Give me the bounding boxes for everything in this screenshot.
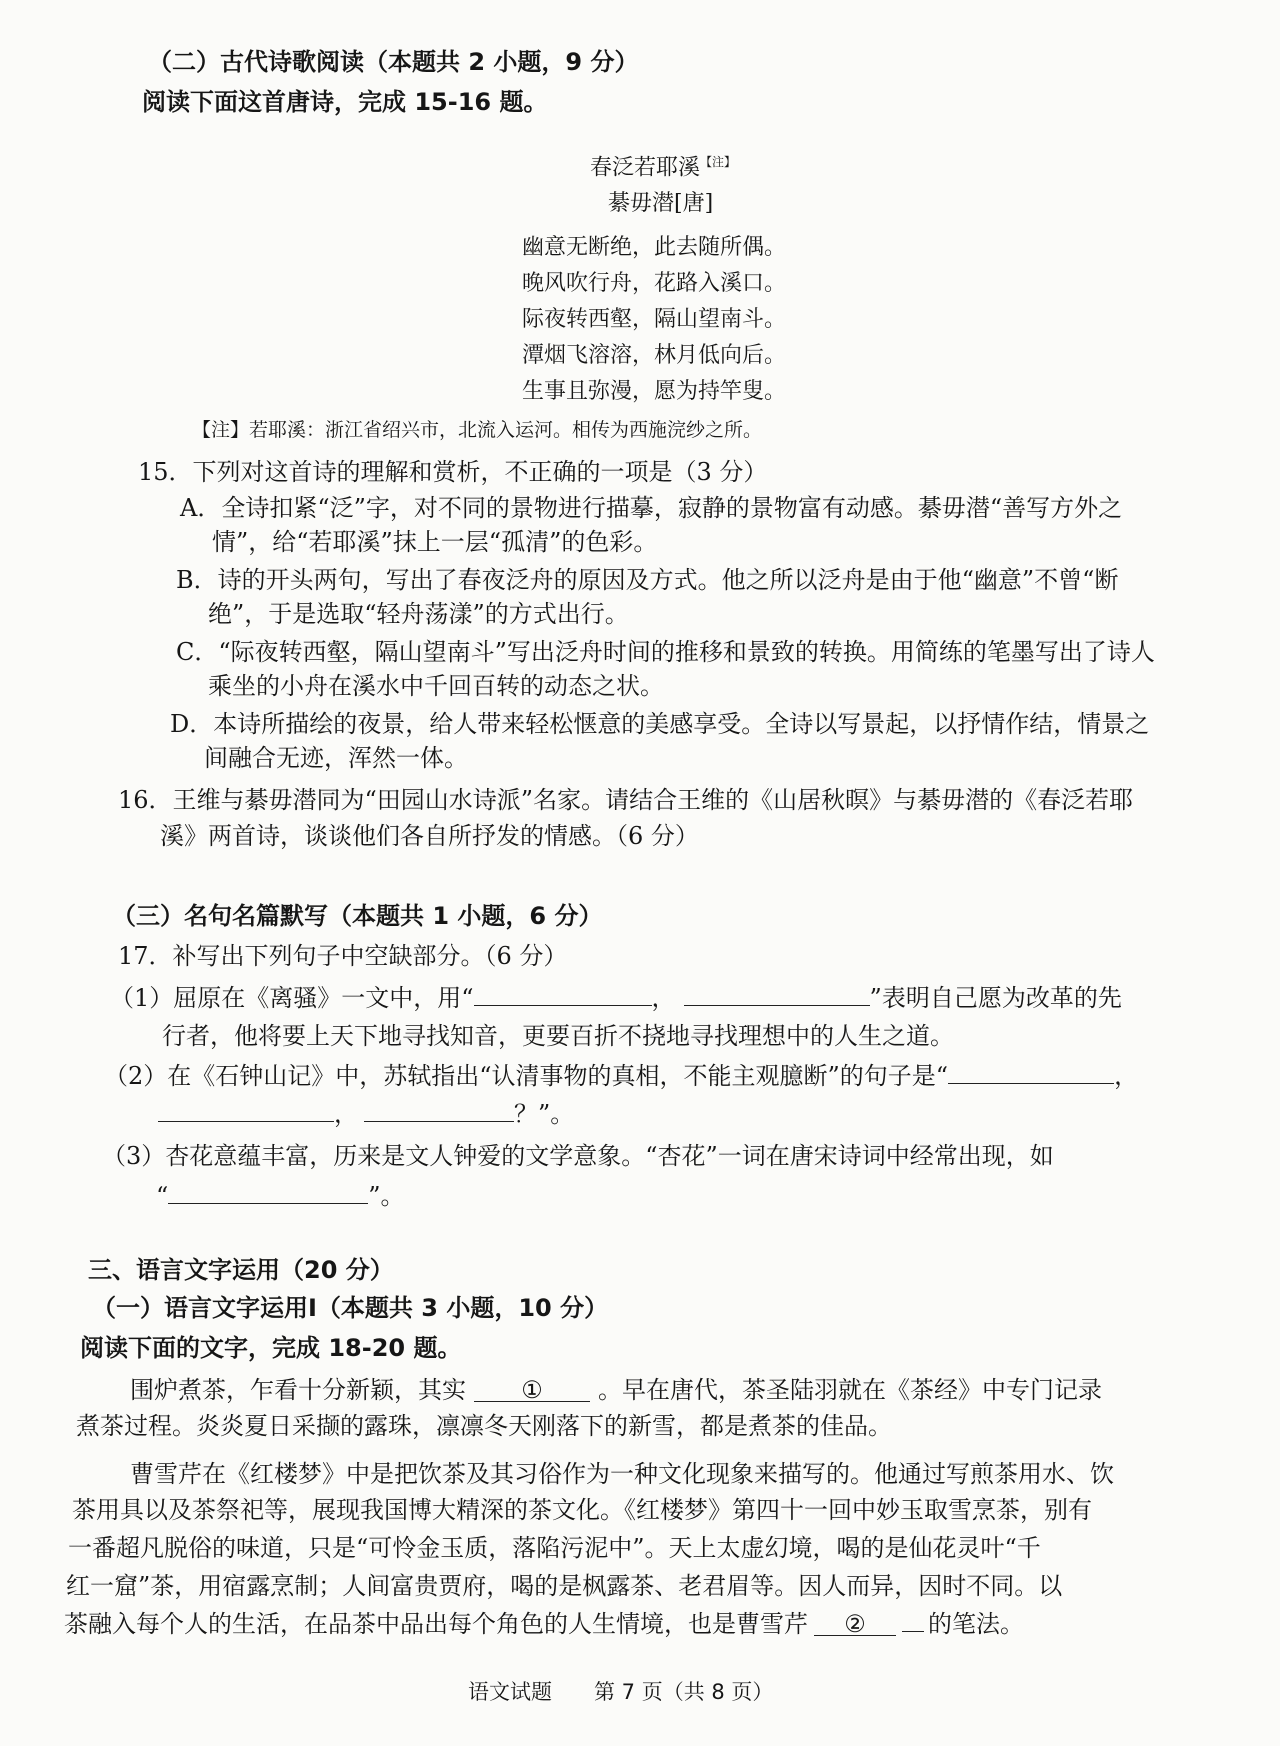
item-3-open-quote: “ (156, 1182, 169, 1210)
item-2-comma-2: ， (334, 1100, 358, 1128)
poem-line: 际夜转西壑，隔山望南斗。 (522, 307, 787, 332)
recitation-item-1-cont: 行者，他将要上天下地寻找知音，更要百折不挠地寻找理想中的人生之道。 (162, 1022, 954, 1050)
option-c: C．“际夜转西壑，隔山望南斗”写出泛舟时间的推移和景致的转换。用简练的笔墨写出了诗人 (176, 638, 1155, 666)
answer-blank[interactable] (158, 1099, 334, 1122)
question-16-cont: 溪》两首诗，谈谈他们各自所抒发的情感。（6 分） (160, 822, 699, 850)
recitation-item-1 (110, 982, 1122, 1014)
recitation-item-2 (104, 1060, 1138, 1092)
poem-author: 綦毋潜[唐] (608, 191, 714, 216)
item-1-comma: ， (651, 984, 676, 1012)
answer-blank[interactable] (684, 983, 870, 1006)
option-b-cont: 绝”，于是选取“轻舟荡漾”的方式出行。 (208, 600, 629, 628)
poetry-instruction: 阅读下面这首唐诗，完成 15-16 题。 (142, 88, 548, 116)
passage-line: 茶用具以及茶祭祀等，展现我国博大精深的茶文化。《红楼梦》第四十一回中妙玉取雪烹茶，别有 (72, 1496, 1092, 1524)
poem-line: 潭烟飞溶溶，林月低向后。 (522, 343, 787, 368)
passage-text: 的笔法。 (928, 1610, 1024, 1638)
passage-text: 茶融入每个人的生活，在品茶中品出每个角色的人生情境，也是曹雪芹 (64, 1610, 808, 1638)
poem-note-mark: 【注】 (700, 155, 737, 169)
passage-text: 。早在唐代，茶圣陆羽就在《茶经》中专门记录 (598, 1376, 1102, 1404)
item-2-end: ？”。 (514, 1100, 575, 1128)
recitation-item-2-cont (158, 1098, 574, 1130)
option-a-cont: 情”，给“若耶溪”抹上一层“孤清”的色彩。 (212, 528, 658, 556)
poem-title-text: 春泛若耶溪 (590, 155, 701, 181)
section-heading-poetry: （二）古代诗歌阅读（本题共 2 小题，9 分） (148, 48, 639, 76)
answer-blank[interactable] (948, 1061, 1114, 1084)
passage-line: 曹雪芹在《红楼梦》中是把饮茶及其习俗作为一种文化现象来描写的。他通过写煎茶用水、饮 (130, 1460, 1114, 1488)
option-a: A．全诗扣紧“泛”字，对不同的景物进行描摹，寂静的景物富有动感。綦毋潜“善写方外之 (180, 494, 1123, 522)
question-16: 16．王维与綦毋潜同为“田园山水诗派”名家。请结合王维的《山居秋暝》与綦毋潜的《春泛若耶 (118, 786, 1134, 814)
question-17: 17．补写出下列句子中空缺部分。（6 分） (118, 942, 568, 970)
item-1-text: （1）屈原在《离骚》一文中，用“ (110, 984, 474, 1012)
part-3-subheading: （一）语言文字运用Ⅰ（本题共 3 小题，10 分） (92, 1294, 609, 1322)
passage-line (130, 1374, 1102, 1406)
option-c-cont: 乘坐的小舟在溪水中千回百转的动态之状。 (208, 672, 664, 700)
answer-blank[interactable] (168, 1181, 368, 1204)
poem-note: 【注】若耶溪：浙江省绍兴市，北流入运河。相传为西施浣纱之所。 (192, 419, 763, 441)
poem-line: 晚风吹行舟，花路入溪口。 (522, 271, 787, 296)
answer-blank-1[interactable]: ① (474, 1379, 590, 1402)
answer-blank[interactable] (364, 1099, 514, 1122)
answer-blank[interactable] (474, 983, 652, 1006)
option-d: D．本诗所描绘的夜景，给人带来轻松惬意的美感享受。全诗以写景起，以抒情作结，情景之 (170, 710, 1150, 738)
poem-line: 幽意无断绝，此去随所偶。 (522, 235, 787, 260)
part-3-instruction: 阅读下面的文字，完成 18-20 题。 (80, 1334, 462, 1362)
recitation-item-3-cont (156, 1180, 405, 1212)
item-2-text: （2）在《石钟山记》中，苏轼指出“认清事物的真相，不能主观臆断”的句子是“ (104, 1062, 949, 1090)
poem-line: 生事且弥漫，愿为持竿叟。 (522, 379, 787, 404)
passage-line (64, 1608, 1024, 1640)
item-1-text-end: ”表明自己愿为改革的先 (869, 984, 1122, 1012)
option-b: B．诗的开头两句，写出了春夜泛舟的原因及方式。他之所以泛舟是由于他“幽意”不曾“断 (176, 566, 1119, 594)
question-15-stem: 15．下列对这首诗的理解和赏析，不正确的一项是（3 分） (138, 458, 768, 486)
answer-blank-2-tail[interactable] (902, 1609, 924, 1632)
section-heading-recitation: （三）名句名篇默写（本题共 1 小题，6 分） (112, 902, 603, 930)
page-footer: 语文试题 第 7 页（共 8 页） (468, 1680, 774, 1704)
passage-text: 围炉煮茶，乍看十分新颖，其实 (130, 1376, 466, 1404)
item-2-comma: ， (1114, 1062, 1139, 1090)
option-d-cont: 间融合无迹，浑然一体。 (204, 744, 468, 772)
recitation-item-3: （3）杏花意蕴丰富，历来是文人钟爱的文学意象。“杏花”一词在唐宋诗词中经常出现，如 (102, 1142, 1054, 1170)
passage-line: 煮茶过程。炎炎夏日采撷的露珠，凛凛冬天刚落下的新雪，都是煮茶的佳品。 (76, 1412, 892, 1440)
passage-line: 红一窟”茶，用宿露烹制；人间富贵贾府，喝的是枫露茶、老君眉等。因人而异，因时不同。以 (66, 1572, 1063, 1600)
answer-blank-2[interactable]: ② (814, 1613, 896, 1636)
passage-line: 一番超凡脱俗的味道，只是“可怜金玉质，落陷污泥中”。天上太虚幻境，喝的是仙花灵叶“千 (68, 1534, 1041, 1562)
poem-title (590, 146, 736, 184)
item-3-close-quote: ”。 (368, 1182, 405, 1210)
part-3-heading: 三、语言文字运用（20 分） (88, 1256, 394, 1284)
